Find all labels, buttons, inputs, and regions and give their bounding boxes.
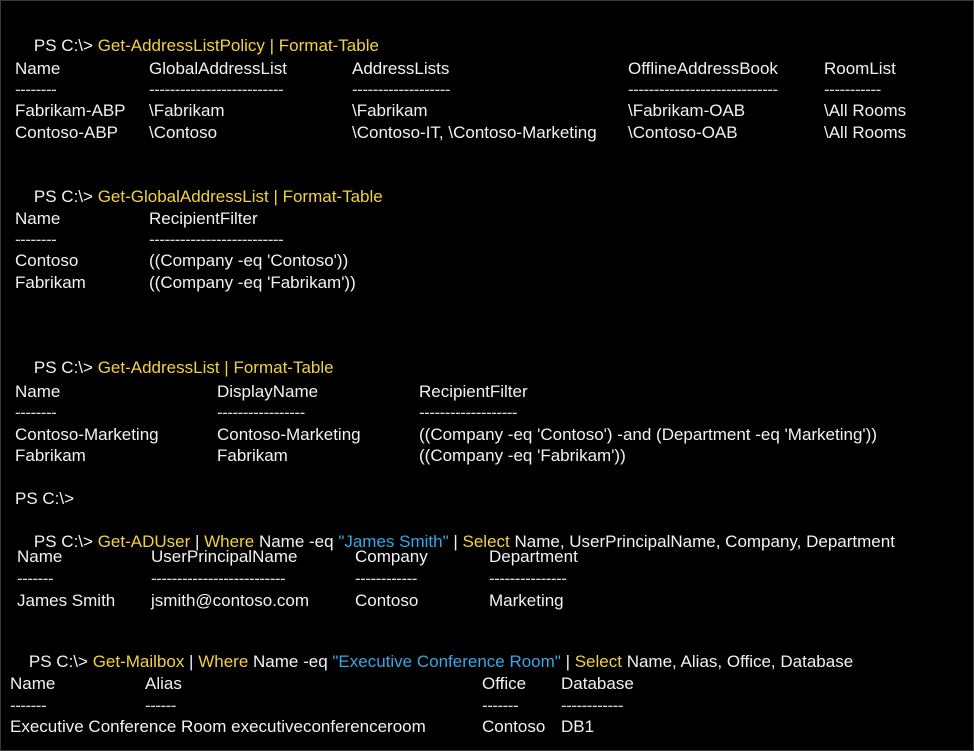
cmdlet: Format-Table xyxy=(282,187,383,206)
column-header: Name xyxy=(15,382,61,401)
prompt: PS C:\> xyxy=(33,358,98,377)
pipe: | xyxy=(448,532,463,551)
table-cell: \All Rooms xyxy=(824,101,907,120)
pipe: | xyxy=(264,36,279,55)
header-underline: -------- xyxy=(15,230,57,249)
column-header: Name xyxy=(15,209,61,228)
column-header: Name xyxy=(15,59,61,78)
column-header: OfflineAddressBook xyxy=(628,59,778,78)
column-header: DisplayName xyxy=(217,382,319,401)
command-argument: Name -eq xyxy=(248,652,333,671)
table-cell: Marketing xyxy=(489,591,564,610)
header-underline: --------------- xyxy=(489,569,567,588)
column-header: Office xyxy=(482,674,527,693)
cmdlet: Where xyxy=(204,532,255,551)
column-header: Company xyxy=(355,547,428,566)
column-header: Name xyxy=(17,547,63,566)
table-cell-alias: executiveconferenceroom xyxy=(231,717,426,736)
header-underline: -------------------------- xyxy=(149,80,284,99)
column-header: GlobalAddressList xyxy=(149,59,287,78)
table-cell: Fabrikam xyxy=(15,446,86,465)
cmdlet: Select xyxy=(574,652,622,671)
header-underline: -------- xyxy=(15,403,57,422)
header-underline: ------------ xyxy=(355,569,417,588)
cmdlet: Format-Table xyxy=(278,36,379,55)
header-underline: ------ xyxy=(145,696,176,715)
column-header: RecipientFilter xyxy=(419,382,528,401)
header-underline: ------------------- xyxy=(352,80,451,99)
command-line-mailbox xyxy=(10,630,853,693)
column-header: RecipientFilter xyxy=(149,209,258,228)
table-cell: Contoso xyxy=(15,251,79,270)
column-header: AddressLists xyxy=(352,59,450,78)
cmdlet: Get-AddressList xyxy=(97,358,220,377)
prompt: PS C:\> xyxy=(33,187,98,206)
table-cell: Fabrikam xyxy=(217,446,288,465)
header-underline: ------------ xyxy=(561,696,623,715)
cmdlet: Select xyxy=(462,532,510,551)
header-underline: ----------------- xyxy=(217,403,305,422)
table-cell: \Fabrikam xyxy=(149,101,225,120)
table-cell: Contoso-Marketing xyxy=(15,425,159,444)
prompt: PS C:\> xyxy=(33,532,98,551)
table-cell: Fabrikam-ABP xyxy=(15,101,126,120)
table-cell: jsmith@contoso.com xyxy=(151,591,310,610)
string-literal: "James Smith" xyxy=(338,532,449,551)
table-cell: Contoso xyxy=(482,717,546,736)
table-cell: \Contoso xyxy=(149,123,218,142)
header-underline: ------- xyxy=(482,696,519,715)
column-header: RoomList xyxy=(824,59,896,78)
table-cell: \Contoso-OAB xyxy=(628,123,738,142)
table-cell: ((Company -eq 'Contoso')) xyxy=(149,251,349,270)
pipe: | xyxy=(560,652,575,671)
column-header: UserPrincipalName xyxy=(151,547,298,566)
pipe: | xyxy=(268,187,283,206)
table-cell: DB1 xyxy=(561,717,595,736)
column-header: Department xyxy=(489,547,578,566)
header-underline: ------- xyxy=(17,569,54,588)
table-cell: Contoso-Marketing xyxy=(217,425,361,444)
header-underline: -------- xyxy=(15,80,57,99)
pipe: | xyxy=(219,358,234,377)
table-cell: \All Rooms xyxy=(824,123,907,142)
pipe: | xyxy=(190,532,205,551)
command-line-ad-user xyxy=(15,510,895,573)
table-cell: ((Company -eq 'Contoso') -and (Department -eq 'Marketing')) xyxy=(419,425,877,444)
table-cell: Contoso-ABP xyxy=(15,123,118,142)
pipe: | xyxy=(184,652,199,671)
command-argument: Name, Alias, Office, Database xyxy=(621,652,854,671)
table-cell: ((Company -eq 'Fabrikam')) xyxy=(419,446,626,465)
column-header: Name xyxy=(10,674,56,693)
header-underline: -------------------------- xyxy=(149,230,284,249)
cmdlet: Get-AddressListPolicy xyxy=(97,36,265,55)
header-underline: ----------------------------- xyxy=(628,80,778,99)
cmdlet: Get-GlobalAddressList xyxy=(97,187,269,206)
table-cell: James Smith xyxy=(17,591,116,610)
cmdlet: Where xyxy=(198,652,249,671)
table-cell-name: Executive Conference Room xyxy=(10,717,227,736)
cmdlet: Get-Mailbox xyxy=(92,652,185,671)
table-cell: ((Company -eq 'Fabrikam')) xyxy=(149,273,356,292)
string-literal: "Executive Conference Room" xyxy=(332,652,561,671)
table-cell: Contoso xyxy=(355,591,419,610)
header-underline: ------------------- xyxy=(419,403,518,422)
column-header: Database xyxy=(561,674,634,693)
cmdlet: Format-Table xyxy=(233,358,334,377)
table-cell: \Contoso-IT, \Contoso-Marketing xyxy=(352,123,597,142)
cmdlet: Get-ADUser xyxy=(97,532,191,551)
column-header: Alias xyxy=(145,674,182,693)
table-cell: \Fabrikam-OAB xyxy=(628,101,746,120)
prompt: PS C:\> xyxy=(33,36,98,55)
header-underline: -------------------------- xyxy=(151,569,286,588)
table-cell xyxy=(10,716,426,737)
empty-prompt-line: PS C:\> xyxy=(15,489,75,508)
header-underline: ------- xyxy=(10,696,47,715)
prompt: PS C:\> xyxy=(28,652,93,671)
table-cell: Fabrikam xyxy=(15,273,86,292)
table-cell: \Fabrikam xyxy=(352,101,428,120)
header-underline: ----------- xyxy=(824,80,881,99)
command-argument: Name, UserPrincipalName, Company, Department xyxy=(509,532,895,551)
command-argument: Name -eq xyxy=(254,532,339,551)
